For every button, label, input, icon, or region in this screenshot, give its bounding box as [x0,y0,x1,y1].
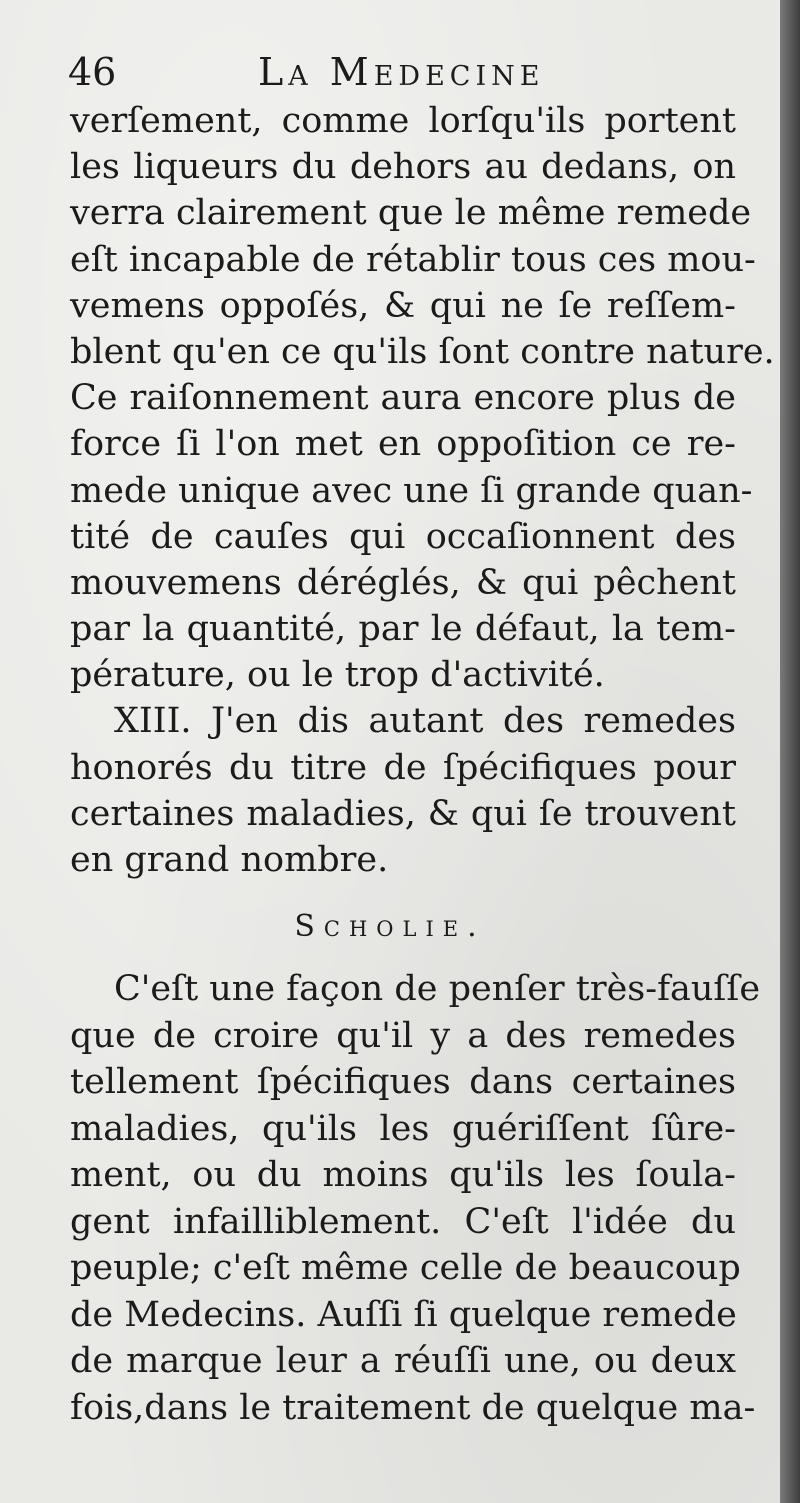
text-line: Ce raiſonnement aura encore plus de [70,378,736,419]
page-number: 46 [68,50,117,94]
text-line: certaines maladies, & qui ſe trouvent [70,793,736,834]
text-line: tité de cauſes qui occaſionnent des [70,516,736,557]
text-line-paragraph-start: C'eſt une façon de penſer très-fauſſe [114,969,761,1009]
page-gutter-shadow [780,0,800,1503]
text-line: les liqueurs du dehors au dedans, on [70,147,736,188]
page-header [68,44,738,104]
text-line: fois,dans le traitement de quelque ma- [70,1387,756,1428]
text-line: de Medecins. Auſſi ſi quelque remede [70,1294,737,1335]
text-line: maladies, qu'ils les guériſſent ſûre- [70,1108,736,1149]
text-line: en grand nombre. [70,840,389,880]
text-line: force ſi l'on met en oppoſition ce re- [70,424,736,465]
text-line-article-start: XIII. J'en dis autant des remedes [114,701,736,742]
scholie-text [70,966,761,1431]
text-line: verſement, comme lorſqu'ils portent [70,101,736,141]
text-line: mede unique avec une ſi grande quan- [70,470,753,511]
text-line: peuple; c'eſt même celle de beaucoup [70,1248,741,1288]
section-heading: Scholie. [294,909,486,944]
text-line: pérature, ou le trop d'activité. [70,655,605,696]
text-line: que de croire qu'il y a des remedes [70,1015,736,1056]
text-line: vemens oppoſés, & qui ne ſe reſſem- [70,285,736,326]
text-line: eſt incapable de rétablir tous ces mou- [70,239,756,280]
text-line: mouvemens déréglés, & qui pêchent [70,562,736,603]
text-line: tellement ſpécifiques dans certaines [70,1062,736,1102]
text-line: par la quantité, par le défaut, la tem- [70,609,736,650]
main-text [70,98,775,883]
text-line: blent qu'en ce qu'ils ſont contre nature. [70,331,775,372]
text-line: honorés du titre de ſpécifiques pour [70,747,736,788]
text-line: ment, ou du moins qu'ils les ſoula- [70,1155,736,1195]
text-line: verra clairement que le même remede [70,193,752,234]
text-line: de marque leur a réuſſi une, ou deux [70,1341,736,1381]
running-title: La Medecine [258,50,545,94]
text-line: gent infailliblement. C'eſt l'idée du [70,1201,736,1242]
